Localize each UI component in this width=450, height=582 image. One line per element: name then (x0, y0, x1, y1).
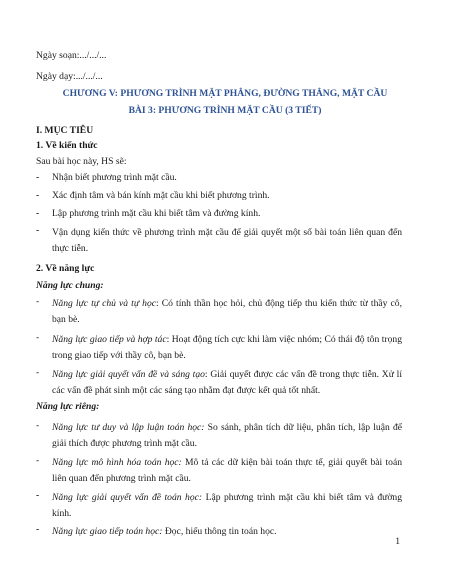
competence-label: Năng lực giao tiếp toán học: (52, 526, 163, 537)
subheading-general-competence: Năng lực chung: (36, 280, 104, 291)
competence-label: Năng lực tư duy và lập luận toán học: (52, 422, 205, 433)
knowledge-item: Lập phương trình mặt cầu khi biết tâm và đường kính. (52, 208, 261, 219)
bullet-marker: - (36, 172, 40, 183)
knowledge-item: Xác định tâm và bán kính mặt cầu khi biết phương trình. (52, 190, 270, 201)
competence-text: : Giải quyết được các vấn đề trong thực tiễn. Xử lí các vấn đề phát sinh một các sáng tạo nhằm đạt được kết quả tốt nhất. (52, 369, 402, 396)
competence-item (52, 455, 402, 487)
knowledge-item: Vận dụng kiến thức về phương trình mặt cầu để giải quyết một số bài toán liên quan đến thực tiễn. (52, 227, 402, 254)
bullet-marker: - (36, 524, 40, 535)
competence-item (52, 420, 402, 452)
date-taught: Ngày dạy:.../.../... (36, 71, 103, 82)
bullet-marker: - (36, 420, 40, 431)
competence-text: Đọc, hiểu thông tin toán học. (162, 526, 277, 537)
competence-text: So sánh, phân tích dữ liệu, phân tích, lập luận để giải thích được phương trình mặt cầu. (52, 422, 403, 449)
competence-item (52, 367, 402, 399)
competence-text: Mô tả các dữ kiện bài toán thực tế, giải quyết bài toán liên quan đến phương trình mặt cầu. (52, 457, 402, 484)
competence-item (52, 296, 402, 328)
knowledge-item: Nhận biết phương trình mặt cầu. (52, 172, 177, 183)
bullet-marker: - (36, 490, 40, 501)
competence-label: Năng lực giao tiếp và hợp tác (52, 334, 167, 345)
knowledge-intro: Sau bài học này, HS sẽ: (36, 156, 127, 167)
competence-text: : Hoạt động tích cực khi làm việc nhóm; Có thái độ tôn trọng trong giao tiếp với thầy cô, bạn bè. (52, 334, 402, 361)
competence-label: Năng lực tự chủ và tự học (52, 298, 157, 309)
bullet-marker: - (36, 455, 40, 466)
lesson-title: BÀI 3: PHƯƠNG TRÌNH MẶT CẦU (3 TIẾT) (128, 105, 322, 116)
competence-label: Năng lực giải quyết vấn đề toán học: (52, 492, 203, 503)
bullet-marker: - (36, 296, 40, 307)
subheading-specific-competence: Năng lực riêng: (36, 401, 100, 412)
subheading-knowledge: 1. Về kiến thức (36, 140, 98, 151)
page-number: 1 (395, 536, 400, 547)
competence-item (52, 490, 402, 522)
competence-text: Lập phương trình mặt cầu khi biết tâm và đường kính. (52, 492, 402, 519)
chapter-title: CHƯƠNG V: PHƯƠNG TRÌNH MẶT PHẲNG, ĐƯỜNG THẲNG, MẶT CẦU (62, 88, 388, 99)
competence-item (52, 332, 402, 364)
bullet-marker: - (36, 225, 40, 236)
bullet-marker: - (36, 367, 40, 378)
section-heading-objectives: I. MỤC TIÊU (36, 125, 94, 136)
competence-label: Năng lực giải quyết vấn đề và sáng tạo (52, 369, 205, 380)
date-prepared: Ngày soạn:.../.../... (36, 50, 107, 61)
bullet-marker: - (36, 208, 40, 219)
subheading-competence: 2. Về năng lực (36, 263, 95, 274)
competence-label: Năng lực mô hình hóa toán học: (52, 457, 182, 468)
bullet-marker: - (36, 332, 40, 343)
competence-item (52, 524, 402, 540)
competence-text: : Có tính thần học hỏi, chủ động tiếp thu kiến thức từ thầy cô, bạn bè. (52, 298, 402, 325)
bullet-marker: - (36, 190, 40, 201)
